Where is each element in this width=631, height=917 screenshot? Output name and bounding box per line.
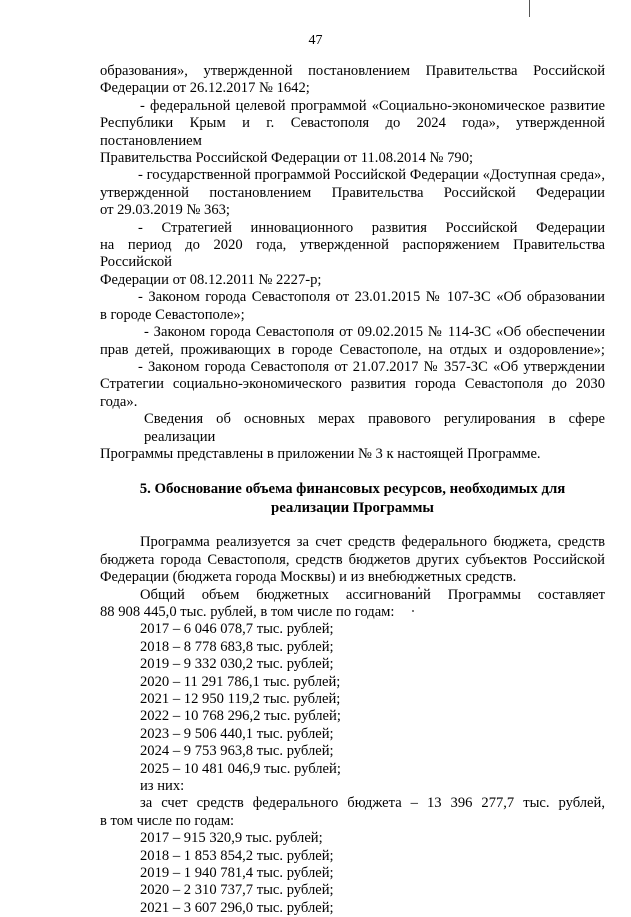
text-line: за счет средств федерального бюджета – 13 396 277,7 тыс. рублей, (140, 795, 605, 812)
text-line: бюджета города Севастополя, средств бюджетов других субъектов Российской (100, 551, 605, 568)
federal-year-line: 2019 – 1 940 781,4 тыс. рублей; (140, 865, 334, 882)
budget-year-line: 2018 – 8 778 683,8 тыс. рублей; (140, 638, 334, 655)
text-line: от 29.03.2019 № 363; (100, 202, 230, 219)
section-title: реализации Программы (271, 500, 434, 517)
text-line: утвержденной постановлением Правительства Российской Федерации (100, 184, 605, 201)
text-line: 88 908 445,0 тыс. рублей, в том числе по годам: (100, 603, 395, 620)
text-line: в городе Севастополе»; (100, 306, 245, 323)
budget-year-line: 2023 – 9 506 440,1 тыс. рублей; (140, 725, 334, 742)
text-line: Стратегии социально-экономического развития города Севастополя до 2030 (100, 376, 605, 393)
text-line: на период до 2020 года, утвержденной распоряжением Правительства Российской (100, 237, 605, 271)
text-line: - Законом города Севастополя от 21.07.2017 № 357-ЗС «Об утверждении (138, 358, 605, 375)
spacer (100, 463, 605, 480)
text-line: - Законом города Севастополя от 09.02.2015 № 114-ЗС «Об обеспечении (144, 324, 605, 341)
text-line: - федеральной целевой программой «Социально-экономическое развитие (140, 97, 605, 114)
text-line: - Стратегией инновационного развития Российской Федерации (138, 219, 605, 236)
spacer (100, 518, 605, 534)
scan-artifact-line (529, 0, 530, 17)
text-line: Федерации от 08.12.2011 № 2227-р; (100, 271, 322, 288)
text-line: года». (100, 393, 138, 410)
budget-year-line: 2017 – 6 046 078,7 тыс. рублей; (140, 621, 334, 638)
budget-year-line: 2024 – 9 753 963,8 тыс. рублей; (140, 743, 334, 760)
federal-year-line: 2017 – 915 320,9 тыс. рублей; (140, 830, 323, 847)
budget-year-line: 2021 – 12 950 119,2 тыс. рублей; (140, 691, 341, 707)
text-line: - Законом города Севастополя от 23.01.2015 № 107-ЗС «Об образовании (138, 289, 605, 306)
text-line: Федерации (бюджета города Москвы) и из внебюджетных средств. (100, 569, 517, 586)
text-line: Программы представлены в приложении № 3 к настоящей Программе. (100, 445, 541, 462)
text-line: Федерации от 26.12.2017 № 1642; (100, 80, 310, 97)
budget-year-line: 2019 – 9 332 030,2 тыс. рублей; (140, 656, 334, 673)
text-line: прав детей, проживающих в городе Севастополе, на отдых и оздоровление»; (100, 341, 605, 358)
text-line: Программа реализуется за счет средств федерального бюджета, средств (140, 534, 605, 551)
section-title: 5. Обоснование объема финансовых ресурсов, необходимых для (139, 481, 566, 498)
text-line: Правительства Российской Федерации от 11.08.2014 № 790; (100, 150, 474, 167)
text-line: из них: (140, 778, 185, 795)
budget-year-line: 2025 – 10 481 046,9 тыс. рублей; (140, 760, 341, 777)
text-line: образования», утвержденной постановлением Правительства Российской (100, 63, 605, 79)
page-number: 47 (308, 33, 323, 48)
budget-year-line: 2020 – 11 291 786,1 тыс. рублей; (140, 673, 341, 690)
text-line: Республики Крым и г. Севастополя до 2024 года», утвержденной постановлением (100, 115, 605, 149)
federal-year-line: 2021 – 3 607 296,0 тыс. рублей; (140, 899, 334, 916)
text-line: Общий объем бюджетных ассигнований Программы составляет (140, 586, 605, 603)
text-line: в том числе по годам: (100, 812, 235, 829)
document-body (100, 63, 605, 917)
text-line: Сведения об основных мерах правового регулирования в сфере реализации (144, 411, 605, 445)
federal-year-line: 2018 – 1 853 854,2 тыс. рублей; (140, 847, 334, 864)
text-line: - государственной программой Российской Федерации «Доступная среда», (138, 167, 605, 184)
budget-year-line: 2022 – 10 768 296,2 тыс. рублей; (140, 708, 341, 725)
federal-year-line: 2020 – 2 310 737,7 тыс. рублей; (140, 882, 334, 899)
